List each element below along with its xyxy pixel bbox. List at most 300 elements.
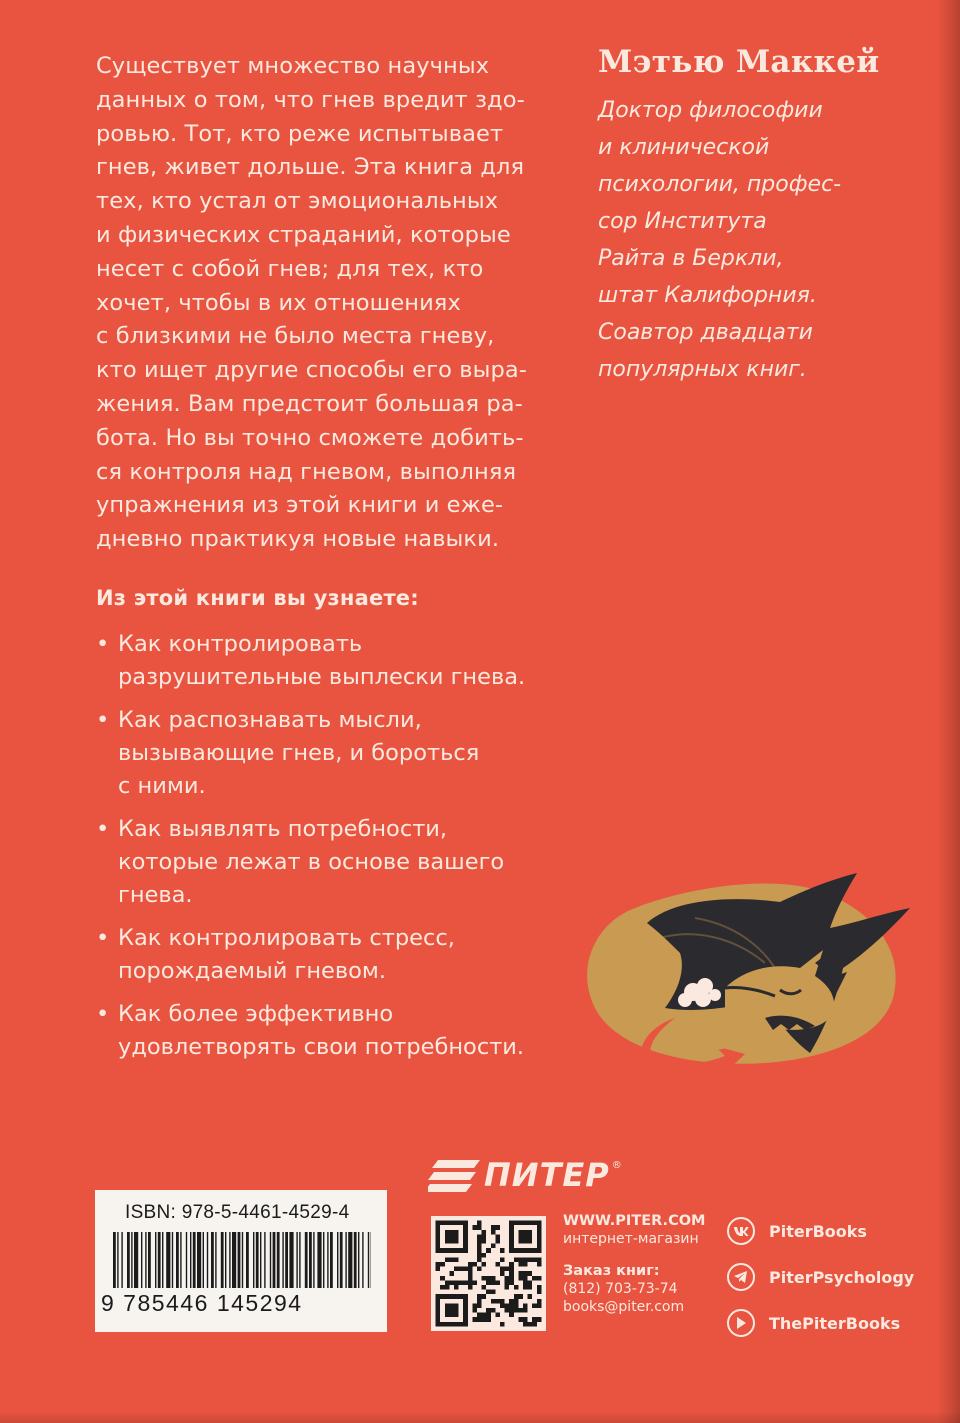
barcode-bar [330,1232,333,1288]
publisher-name: ПИТЕР [484,1156,610,1194]
barcode-bar [162,1232,163,1288]
qr-module [436,1244,441,1249]
barcode-bar [358,1232,359,1288]
qr-module [523,1317,528,1322]
qr-module [509,1276,514,1281]
qr-module [514,1285,519,1290]
bullet-icon: • [96,631,110,657]
qr-module [532,1317,537,1322]
qr-module [491,1290,496,1295]
qr-module [477,1253,482,1258]
qr-module [495,1299,500,1304]
qr-module [445,1303,450,1308]
barcode-bar [309,1232,312,1288]
qr-module [523,1303,528,1308]
author-bio-line: сор Института [598,209,767,234]
qr-module [486,1248,491,1253]
book-edge-shadow [938,0,960,1423]
qr-module [523,1322,528,1327]
list-item [96,813,566,912]
list-item-line: порождаемый гневом. [118,958,387,984]
qr-module [472,1280,477,1285]
qr-module [514,1303,519,1308]
barcode-bar [299,1232,300,1288]
qr-module [436,1225,441,1230]
qr-module [518,1248,523,1253]
list-item-line: Как контролировать стресс, [118,925,455,951]
list-item [96,922,566,988]
barcode-bar [273,1232,276,1288]
list-item-line: удовлетворять свои потребности. [118,1034,525,1060]
barcode-bar [207,1232,208,1288]
qr-module [518,1234,523,1239]
qr-module [463,1234,468,1239]
qr-module [463,1294,468,1299]
barcode-bar [305,1232,308,1288]
barcode-bar [127,1232,130,1288]
qr-module [482,1317,487,1322]
qr-module [468,1267,473,1272]
qr-module [472,1303,477,1308]
qr-module [495,1262,500,1267]
qr-module [463,1280,468,1285]
bullet-icon: • [96,1001,110,1027]
qr-module [472,1308,477,1313]
qr-module [482,1253,487,1258]
qr-module [445,1230,450,1235]
qr-module [454,1308,459,1313]
barcode-bar [203,1232,204,1288]
blurb-line: с близкими не было места гневу, [96,323,495,350]
qr-module [532,1322,537,1327]
qr-module [491,1299,496,1304]
list-item-line: гнева. [118,882,193,908]
qr-module [440,1248,445,1253]
qr-module [445,1248,450,1253]
qr-module [454,1234,459,1239]
qr-module [449,1294,454,1299]
qr-module [468,1262,473,1267]
barcode-bar [190,1232,191,1288]
author-name: Мэтью Маккей [598,44,880,80]
qr-module [537,1234,542,1239]
qr-module [537,1244,542,1249]
qr-module [537,1276,542,1281]
qr-module [449,1313,454,1318]
qr-module [518,1276,523,1281]
qr-module [528,1285,533,1290]
qr-module [477,1234,482,1239]
qr-module [463,1239,468,1244]
barcode-digits: 9 785446 145294 [101,1290,303,1316]
qr-module [445,1280,450,1285]
qr-module [509,1221,514,1226]
barcode-bar [345,1232,346,1288]
qr-module [528,1234,533,1239]
qr-module [459,1267,464,1272]
qr-module [477,1221,482,1226]
qr-module [514,1299,519,1304]
qr-module [454,1239,459,1244]
qr-module [454,1280,459,1285]
qr-module [449,1303,454,1308]
qr-module [463,1221,468,1226]
qr-module [440,1276,445,1281]
blurb-line: Существует множество научных [96,53,490,79]
list-item-line: Как более эффективно [118,1001,394,1027]
qr-module [436,1317,441,1322]
qr-module [537,1299,542,1304]
blurb-line: и физических страданий, которые [96,221,511,248]
qr-module [482,1285,487,1290]
qr-module [440,1294,445,1299]
qr-module [445,1234,450,1239]
qr-module [509,1267,514,1272]
barcode-bar [362,1232,363,1288]
qr-module [532,1303,537,1308]
publisher-logo-icon [428,1158,480,1192]
qr-module [445,1221,450,1226]
website-link[interactable]: WWW.PITER.COM [563,1213,706,1229]
qr-module [537,1230,542,1235]
qr-module [486,1317,491,1322]
qr-module [500,1299,505,1304]
qr-module [523,1271,528,1276]
barcode-bar [313,1232,314,1288]
qr-module [509,1239,514,1244]
author-bio-line: и клинической [598,135,770,160]
barcode-bar [193,1232,196,1288]
isbn-text: ISBN: 978-5-4461-4529-4 [125,1202,350,1223]
qr-module [532,1276,537,1281]
qr-module [495,1313,500,1318]
qr-module [482,1234,487,1239]
blurb-line: несет с собой гнев; для тех, кто [96,255,484,282]
qr-module [528,1271,533,1276]
qr-module [440,1262,445,1267]
qr-module [440,1322,445,1327]
qr-module [454,1294,459,1299]
qr-module [449,1322,454,1327]
qr-module [518,1317,523,1322]
qr-module [500,1248,505,1253]
qr-module [463,1313,468,1318]
qr-module [495,1239,500,1244]
qr-module [436,1267,441,1272]
qr-module [495,1280,500,1285]
qr-code[interactable] [431,1216,546,1331]
qr-module [528,1294,533,1299]
barcode-bar [317,1232,321,1288]
qr-module [477,1317,482,1322]
list-item-line: Как контролировать [118,631,363,657]
author-bio-line: Доктор философии [598,98,823,123]
qr-module [482,1294,487,1299]
qr-module [486,1313,491,1318]
qr-module [505,1285,510,1290]
qr-module [500,1271,505,1276]
qr-module [472,1317,477,1322]
qr-module [518,1294,523,1299]
qr-module [523,1248,528,1253]
order-label: Заказ книг: [563,1263,660,1279]
qr-module [436,1322,441,1327]
blurb-line: данных о том, что гнев вредит здо- [96,86,525,113]
qr-module [477,1299,482,1304]
qr-module [532,1248,537,1253]
telegram-icon [727,1263,755,1291]
qr-module [436,1313,441,1318]
learn-list [96,628,566,1074]
qr-module [532,1257,537,1262]
barcode-bar [121,1232,122,1288]
barcode-bar [242,1232,243,1288]
qr-module [449,1280,454,1285]
blurb-line: бота. Но вы точно сможете добить- [96,424,524,451]
qr-module [509,1280,514,1285]
qr-module [491,1280,496,1285]
qr-module [505,1276,510,1281]
qr-module [445,1294,450,1299]
qr-module [491,1244,496,1249]
learn-heading: Из этой книги вы узнаете: [96,586,419,610]
list-item-line: с ними. [118,773,206,799]
qr-module [486,1308,491,1313]
bullet-icon: • [96,925,110,951]
qr-module [537,1285,542,1290]
qr-module [495,1225,500,1230]
barcode-bar [148,1232,151,1288]
qr-module [509,1299,514,1304]
qr-module [528,1230,533,1235]
qr-module [463,1267,468,1272]
qr-module [477,1239,482,1244]
qr-module [440,1221,445,1226]
blurb-line: упражнения из этой книги и еже- [96,492,504,519]
barcode-bar [186,1232,187,1288]
qr-module [537,1290,542,1295]
qr-module [491,1225,496,1230]
qr-module [477,1244,482,1249]
qr-module [482,1276,487,1281]
barcode-bar [246,1232,249,1288]
qr-module [463,1230,468,1235]
list-item-line: вызывающие гнев, и бороться [118,740,480,766]
barcode-bar [270,1232,271,1288]
qr-module [528,1248,533,1253]
qr-module [463,1299,468,1304]
barcode-bar [155,1232,156,1288]
qr-module [505,1308,510,1313]
qr-module [518,1271,523,1276]
qr-module [537,1239,542,1244]
barcode-bar [253,1232,254,1288]
social-label: PiterBooks [769,1221,867,1241]
social-item-vk[interactable] [727,1208,914,1254]
barcode-bar [282,1232,283,1288]
social-label: ThePiterBooks [769,1313,901,1333]
qr-module [509,1271,514,1276]
blurb-line: тех, кто устал от эмоциональных [96,188,499,215]
qr-module [509,1313,514,1318]
qr-module [477,1294,482,1299]
qr-module [454,1230,459,1235]
blurb-line: дневно практикуя новые навыки. [96,526,500,553]
qr-module [445,1308,450,1313]
qr-module [472,1225,477,1230]
barcode-bar [145,1232,146,1288]
qr-module [468,1271,473,1276]
qr-module [449,1308,454,1313]
qr-module [463,1303,468,1308]
qr-module [528,1257,533,1262]
barcode-bar [238,1232,241,1288]
qr-module [436,1303,441,1308]
qr-module [528,1221,533,1226]
qr-module [500,1257,505,1262]
qr-module [449,1257,454,1262]
qr-module [523,1230,528,1235]
barcode-bar [215,1232,216,1288]
blurb-line: хочет, чтобы в их отношениях [96,289,461,316]
social-links [727,1208,914,1346]
list-item [96,998,566,1064]
list-item [96,704,566,803]
qr-module [436,1294,441,1299]
qr-module [528,1239,533,1244]
qr-module [472,1262,477,1267]
barcode-bar [327,1232,328,1288]
blurb-line: ровью. Тот, кто реже испытывает [96,120,504,147]
qr-module [459,1248,464,1253]
qr-module [491,1230,496,1235]
qr-module [449,1271,454,1276]
qr-module [514,1308,519,1313]
blurb-paragraph [96,50,536,557]
qr-module [449,1239,454,1244]
qr-module [523,1257,528,1262]
barcode-bar [285,1232,288,1288]
qr-module [523,1234,528,1239]
qr-module [445,1285,450,1290]
qr-module [509,1303,514,1308]
qr-module [454,1257,459,1262]
qr-module [537,1257,542,1262]
barcode-bar [260,1232,261,1288]
qr-module [505,1267,510,1272]
qr-module [477,1313,482,1318]
qr-module [454,1303,459,1308]
author-bio-line: штат Калифорния. [598,283,817,308]
author-bio-line: Райта в Беркли, [598,246,784,271]
barcode-bar [221,1232,224,1288]
social-item-telegram[interactable] [727,1254,914,1300]
qr-module [459,1280,464,1285]
qr-module [514,1248,519,1253]
barcode-bar [289,1232,293,1288]
qr-module [477,1248,482,1253]
barcode-bar [264,1232,265,1288]
qr-module [500,1322,505,1327]
vk-icon [727,1217,755,1245]
bullet-icon: • [96,707,110,733]
barcode-bar [180,1232,181,1288]
qr-module [454,1267,459,1272]
barcode-bar [337,1232,338,1288]
barcode-bar [368,1232,369,1288]
list-item-line: которые лежат в основе вашего [118,849,505,875]
qr-module [449,1234,454,1239]
qr-module [436,1248,441,1253]
social-item-youtube[interactable] [727,1300,914,1346]
qr-module [445,1313,450,1318]
qr-module [477,1257,482,1262]
barcode-bar [323,1232,324,1288]
list-item-line: разрушительные выплески гнева. [118,664,526,690]
qr-module [528,1322,533,1327]
order-email[interactable]: books@piter.com [563,1299,685,1315]
qr-module [445,1239,450,1244]
qr-module [482,1313,487,1318]
qr-module [468,1280,473,1285]
barcode-bar [232,1232,236,1288]
barcode-bar [229,1232,230,1288]
qr-module [436,1239,441,1244]
qr-module [449,1230,454,1235]
qr-module [537,1225,542,1230]
qr-module [523,1221,528,1226]
qr-module [436,1299,441,1304]
qr-module [518,1308,523,1313]
qr-module [500,1267,505,1272]
list-item [96,628,566,694]
barcode-bar [134,1232,138,1288]
qr-module [518,1239,523,1244]
social-label: PiterPsychology [769,1267,915,1287]
qr-module [514,1257,519,1262]
qr-module [477,1225,482,1230]
qr-module [509,1230,514,1235]
barcode-bar [211,1232,214,1288]
barcode-bar [225,1232,226,1288]
qr-module [482,1262,487,1267]
qr-module [463,1248,468,1253]
qr-module [454,1313,459,1318]
qr-module [537,1248,542,1253]
qr-module [486,1276,491,1281]
qr-module [537,1303,542,1308]
barcode-bar [348,1232,352,1288]
qr-module [436,1262,441,1267]
qr-module [523,1285,528,1290]
qr-module [463,1317,468,1322]
website-caption: интернет-магазин [563,1231,699,1247]
qr-module [528,1280,533,1285]
barcode-bar [176,1232,179,1288]
author-bio-line: популярных книг. [598,357,807,382]
qr-module [495,1234,500,1239]
qr-module [463,1322,468,1327]
list-item-line: Как распознавать мысли, [118,707,422,733]
author-bio-line: психологии, профес- [598,172,842,197]
qr-module [518,1221,523,1226]
qr-module [449,1221,454,1226]
qr-module [459,1322,464,1327]
qr-module [491,1276,496,1281]
barcode-bar [113,1232,116,1288]
registered-mark: ® [611,1160,622,1171]
qr-module [509,1308,514,1313]
